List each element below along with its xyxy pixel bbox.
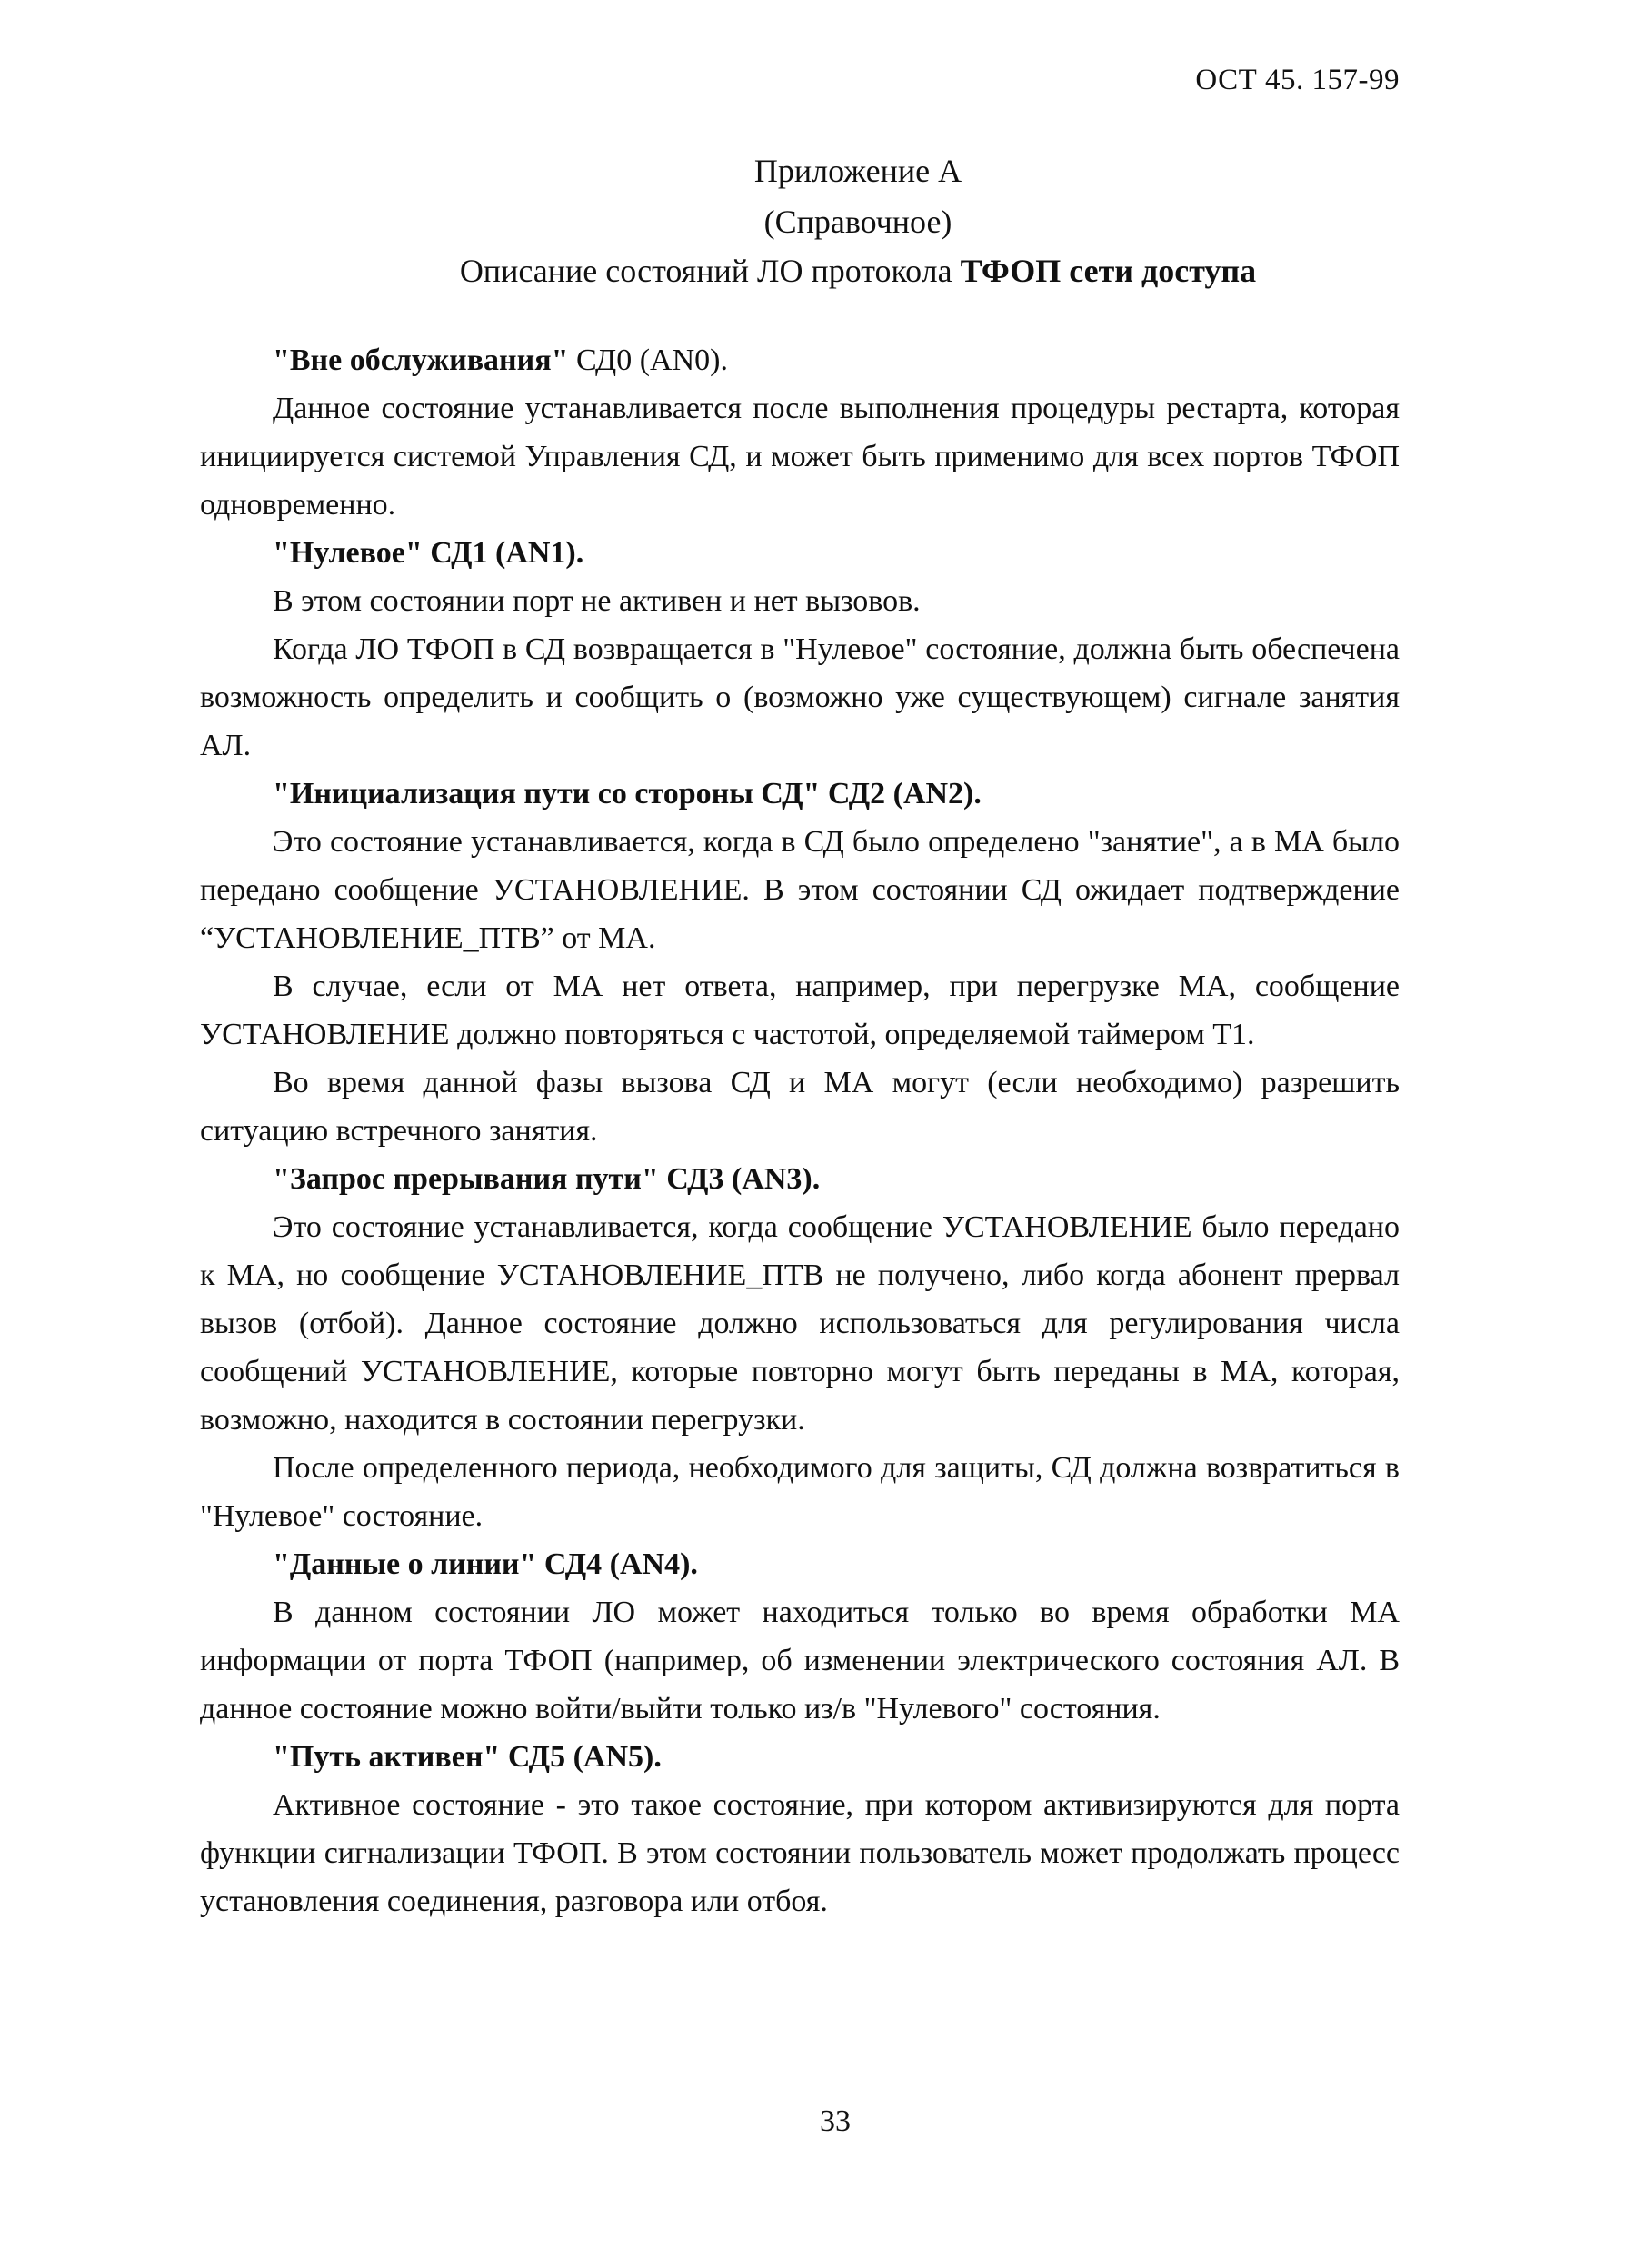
paragraph-an3-2: После определенного периода, необходимого для защиты, СД должна возвратиться в "Нулевое" состояние. [200,1451,1400,1533]
paragraph-an1-1: В этом состоянии порт не активен и нет вызовов. [273,584,921,618]
section-title-an4-code: СД4 (AN4). [543,1547,698,1581]
section-title-an2-name: "Инициализация пути со стороны СД" [273,777,821,811]
section-title-an4-name: "Данные о линии" [273,1547,537,1581]
paragraph-an3-1: Это состояние устанавливается, когда сообщение УСТАНОВЛЕНИЕ было передано к МА, но сообщение УСТАНОВЛЕНИЕ_ПТВ не получено, либо когда абонент прервал вызов (отбой). Данное состояние должно использоваться для регулирования числа сообщений УСТАНОВЛЕНИЕ, которые повторно могут быть переданы в МА, которая, возможно, находится в состоянии перегрузки. [200,1210,1400,1437]
appendix-title: Приложение А [753,153,962,189]
page-number: 33 [820,2104,851,2138]
document-code: ОСТ 45. 157-99 [1195,64,1400,96]
paragraph-an2-3: Во время данной фазы вызова СД и МА могут (если необходимо) разрешить ситуацию встречного занятия. [200,1066,1400,1148]
section-title-an4 [200,1540,1400,1588]
appendix-description-plain: Описание состояний ЛО протокола [459,253,952,289]
section-title-an1-code: СД1 (AN1). [430,536,584,570]
section-title-an0-name: "Вне обслуживания" [273,343,569,377]
section-title-an5 [200,1733,1400,1781]
document-body [200,336,1400,1925]
section-title-an1 [200,529,1400,577]
paragraph-an2-2: В случае, если от МА нет ответа, например, при перегрузке МА, сообщение УСТАНОВЛЕНИЕ должно повторяться с частотой, определяемой таймером Т1. [200,970,1400,1051]
appendix-description-bold: ТФОП сети доступа [960,253,1257,289]
paragraph-an2-1: Это состояние устанавливается, когда в СД было определено "занятие", а в МА было передано сообщение УСТАНОВЛЕНИЕ. В этом состоянии СД ожидает подтверждение “УСТАНОВЛЕНИЕ_ПТВ” от МА. [200,825,1400,955]
section-title-an2 [200,770,1400,818]
appendix-type: (Справочное) [763,204,952,240]
section-title-an3 [200,1155,1400,1203]
section-title-an1-name: "Нулевое" [273,536,423,570]
paragraph-an1-2: Когда ЛО ТФОП в СД возвращается в "Нулевое" состояние, должна быть обеспечена возможность определить и сообщить о (возможно уже существующем) сигнале занятия АЛ. [200,632,1400,762]
section-title-an5-code: СД5 (AN5). [507,1740,662,1774]
section-title-an2-code: СД2 (AN2). [827,777,982,811]
section-title-an0-code: СД0 (AN0). [576,343,728,377]
paragraph-an4-1: В данном состоянии ЛО может находиться только во время обработки МА информации от порта ТФОП (например, об изменении электрического состояния АЛ. В данное состояние можно войти/выйти только из/в "Нулевого" состояния. [200,1596,1400,1726]
section-title-an3-code: СД3 (AN3). [666,1162,821,1196]
section-title-an3-name: "Запрос прерывания пути" [273,1162,659,1196]
paragraph-an0-1: Данное состояние устанавливается после выполнения процедуры рестарта, которая инициируется системой Управления СД, и может быть применимо для всех портов ТФОП одновременно. [200,392,1400,522]
appendix-description [45,251,1625,291]
section-title-an0 [200,336,1400,384]
section-title-an5-name: "Путь активен" [273,1740,501,1774]
paragraph-an5-1: Активное состояние - это такое состояние, при котором активизируются для порта функции сигнализации ТФОП. В этом состоянии пользователь может продолжать процесс установления соединения, разговора или отбоя. [200,1788,1400,1918]
